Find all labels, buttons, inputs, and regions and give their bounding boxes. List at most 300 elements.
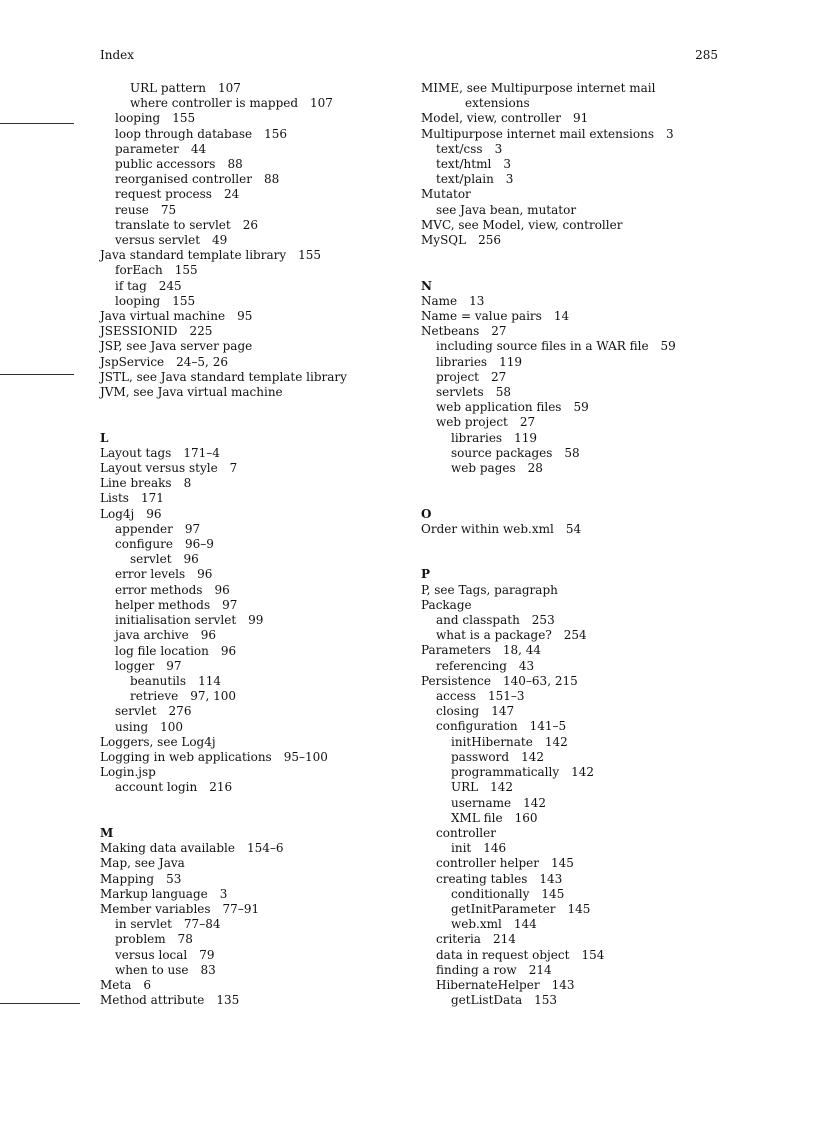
- index-term: Package: [421, 597, 472, 612]
- index-term: Netbeans: [421, 324, 480, 339]
- index-pages: 3: [666, 126, 674, 141]
- index-entry: [421, 111, 721, 126]
- index-term: libraries: [451, 430, 503, 445]
- index-entry: [421, 841, 721, 856]
- index-term: looping: [115, 111, 161, 126]
- index-term: creating tables: [436, 871, 528, 886]
- index-entry: [100, 872, 400, 887]
- index-pages: 151–3: [488, 689, 525, 704]
- index-entry: [100, 233, 400, 248]
- index-entry: [421, 917, 721, 932]
- index-entry: [421, 643, 721, 658]
- section-letter: P: [421, 567, 431, 582]
- index-entry: [421, 309, 721, 324]
- index-pages: 146: [483, 841, 507, 856]
- index-pages: 153: [534, 993, 558, 1008]
- index-entry: [100, 917, 400, 932]
- section-letter: M: [100, 825, 114, 840]
- index-pages: 225: [189, 324, 213, 339]
- index-entry: [421, 887, 721, 902]
- index-entry: [100, 142, 400, 157]
- index-entry: [100, 659, 400, 674]
- index-pages: 27: [491, 369, 507, 384]
- index-term: MVC, see Model, view, controller: [421, 217, 623, 232]
- index-entry: [100, 735, 400, 750]
- index-term: username: [451, 795, 512, 810]
- index-entry: [100, 552, 400, 567]
- index-term: Mapping: [100, 871, 155, 886]
- index-entry: [100, 218, 400, 233]
- index-pages: 155: [174, 263, 198, 278]
- index-term: appender: [115, 521, 173, 536]
- index-pages: 143: [551, 977, 575, 992]
- index-entry: [100, 963, 400, 978]
- index-pages: 147: [491, 704, 515, 719]
- index-entry: [100, 491, 400, 506]
- index-term: using: [115, 719, 149, 734]
- index-term: request process: [115, 187, 212, 202]
- index-term: reorganised controller: [115, 172, 252, 187]
- index-pages: 96: [200, 628, 216, 643]
- index-term: web application files: [436, 400, 562, 415]
- index-term: JSTL, see Java standard template library: [100, 369, 347, 384]
- index-term: URL: [451, 780, 479, 795]
- index-pages: 59: [660, 339, 676, 354]
- index-term: log file location: [115, 643, 209, 658]
- index-entry: [421, 583, 721, 598]
- index-entry: [100, 644, 400, 659]
- index-entry: [100, 902, 400, 917]
- index-entry: [421, 415, 721, 430]
- index-term: Markup language: [100, 886, 208, 901]
- index-entry: [421, 659, 721, 674]
- index-pages: 97: [184, 521, 201, 536]
- index-pages: 79: [199, 947, 215, 962]
- index-term: versus servlet: [115, 233, 201, 248]
- index-pages: 7: [229, 461, 238, 476]
- index-entry: [100, 248, 400, 263]
- index-pages: 96: [214, 582, 230, 597]
- index-term: Java standard template library: [100, 248, 287, 263]
- index-term: text/plain: [436, 172, 494, 187]
- index-pages: 171: [140, 491, 164, 506]
- index-pages: 135: [216, 993, 240, 1008]
- index-term: Making data available: [100, 841, 235, 856]
- index-term: error methods: [115, 582, 203, 597]
- index-term: reuse: [115, 202, 149, 217]
- index-term: MySQL: [421, 233, 467, 248]
- index-term: HibernateHelper: [436, 977, 540, 992]
- index-pages: 27: [519, 415, 536, 430]
- index-term: JspService: [100, 354, 165, 369]
- index-entry: [421, 233, 721, 248]
- index-term: Member variables: [100, 901, 211, 916]
- index-entry: [100, 324, 400, 339]
- index-entry: [421, 157, 721, 172]
- index-pages: 254: [563, 628, 587, 643]
- index-term: Meta: [100, 977, 132, 992]
- index-pages: 145: [541, 886, 565, 901]
- index-column-right: [421, 81, 721, 1008]
- index-term: parameter: [115, 141, 179, 156]
- index-pages: 97: [166, 658, 182, 673]
- index-term: Loggers, see Log4j: [100, 734, 216, 749]
- index-pages: 3: [505, 172, 514, 187]
- index-term: web pages: [451, 461, 516, 476]
- index-term: beanutils: [130, 673, 187, 688]
- index-entry: [421, 172, 721, 187]
- index-entry: [100, 522, 400, 537]
- index-pages: 44: [190, 141, 207, 156]
- index-entry: [421, 324, 721, 339]
- index-entry: [100, 537, 400, 552]
- index-pages: 3: [494, 141, 503, 156]
- index-term: looping: [115, 293, 161, 308]
- index-term: versus local: [115, 947, 188, 962]
- index-entry: [100, 370, 400, 385]
- index-term: initialisation servlet: [115, 613, 237, 628]
- section-letter: O: [421, 506, 432, 521]
- section-gap: [421, 248, 721, 278]
- index-pages: 26: [242, 217, 259, 232]
- index-term: Order within web.xml: [421, 521, 554, 536]
- index-term: Line breaks: [100, 476, 172, 491]
- index-entry: [100, 978, 400, 993]
- index-entry: [100, 96, 400, 111]
- index-entry: [421, 735, 721, 750]
- index-term: Login.jsp: [100, 765, 156, 780]
- index-entry: [100, 111, 400, 126]
- index-term: MIME, see Multipurpose internet mail: [421, 81, 656, 95]
- index-term: source packages: [451, 445, 553, 460]
- index-entry: [421, 826, 721, 841]
- index-pages: 97: [222, 597, 238, 612]
- index-entry: [100, 339, 400, 354]
- index-entry: [421, 598, 721, 613]
- index-entry: [421, 446, 721, 461]
- index-pages: 154–6: [246, 841, 284, 856]
- index-term: Mutator: [421, 187, 471, 202]
- index-pages: 96: [183, 552, 199, 567]
- index-entry: [421, 294, 721, 309]
- index-term: closing: [436, 704, 480, 719]
- index-pages: 142: [571, 765, 595, 780]
- index-term: Layout versus style: [100, 461, 218, 476]
- index-pages: 100: [160, 719, 184, 734]
- index-entry: [100, 507, 400, 522]
- index-term: URL pattern: [130, 81, 206, 95]
- index-entry: [100, 993, 400, 1008]
- index-pages: 119: [499, 354, 522, 369]
- index-term: in servlet: [115, 917, 172, 932]
- index-entry: [100, 780, 400, 795]
- section-gap: [100, 796, 400, 826]
- index-pages: 142: [544, 734, 568, 749]
- index-pages: 43: [518, 658, 535, 673]
- index-entry: [421, 674, 721, 689]
- index-pages: 88: [227, 157, 243, 172]
- section-gap: [421, 537, 721, 567]
- index-entry: [421, 750, 721, 765]
- index-entry: [100, 279, 400, 294]
- index-pages: 107: [217, 81, 241, 95]
- index-pages: 78: [177, 932, 193, 947]
- index-entry: [100, 583, 400, 598]
- index-entry: [100, 841, 400, 856]
- index-entry: [421, 400, 721, 415]
- index-term: programmatically: [451, 765, 560, 780]
- index-term: libraries: [436, 354, 488, 369]
- index-pages: 141–5: [529, 719, 567, 734]
- index-entry: [421, 203, 721, 218]
- index-term: public accessors: [115, 157, 216, 172]
- index-term: getInitParameter: [451, 901, 556, 916]
- index-term: retrieve: [130, 689, 179, 704]
- index-entry: [421, 431, 721, 446]
- index-term: helper methods: [115, 597, 211, 612]
- index-column-left: [100, 81, 400, 1008]
- section-gap: [100, 400, 400, 430]
- index-term: finding a row: [436, 962, 517, 977]
- index-pages: 58: [564, 445, 580, 460]
- index-entry: [100, 446, 400, 461]
- index-entry: [100, 689, 400, 704]
- index-term: account login: [115, 780, 198, 795]
- index-term: getListData: [451, 993, 523, 1008]
- index-term: conditionally: [451, 886, 530, 901]
- index-term: forEach: [115, 263, 163, 278]
- index-entry: [100, 765, 400, 780]
- index-term: text/html: [436, 157, 492, 172]
- index-term: criteria: [436, 932, 481, 947]
- index-pages: 245: [158, 278, 182, 293]
- index-pages: 59: [573, 400, 589, 415]
- index-term: Layout tags: [100, 445, 172, 460]
- index-entry: [100, 203, 400, 218]
- index-entry: [421, 902, 721, 917]
- index-term: where controller is mapped: [130, 96, 299, 111]
- index-term: extensions: [465, 96, 530, 111]
- index-entry: [100, 385, 400, 400]
- index-pages: 142: [523, 795, 546, 810]
- index-pages: 49: [212, 233, 228, 248]
- section-letter: N: [421, 278, 432, 293]
- index-pages: 253: [531, 613, 555, 628]
- index-pages: 114: [198, 673, 221, 688]
- index-entry: [100, 704, 400, 719]
- index-pages: 107: [310, 96, 333, 111]
- index-entry: [421, 811, 721, 826]
- index-pages: 6: [143, 977, 152, 992]
- index-pages: 95–100: [283, 749, 328, 764]
- index-term: java archive: [115, 628, 189, 643]
- index-entry: [100, 263, 400, 278]
- index-entry: [421, 127, 721, 142]
- index-pages: 142: [490, 780, 514, 795]
- section-letter: L: [100, 430, 109, 445]
- index-term: XML file: [451, 810, 503, 825]
- index-pages: 143: [539, 871, 563, 886]
- index-pages: 214: [492, 932, 516, 947]
- index-pages: 256: [478, 233, 501, 248]
- index-entry: [421, 385, 721, 400]
- index-term: servlet: [130, 552, 172, 567]
- index-entry: [100, 628, 400, 643]
- index-pages: 3: [219, 886, 228, 901]
- index-pages: 145: [550, 856, 574, 871]
- index-entry: [421, 856, 721, 871]
- index-entry: [421, 461, 721, 476]
- index-term: Lists: [100, 491, 129, 506]
- index-term: when to use: [115, 962, 189, 977]
- index-pages: 3: [503, 157, 511, 172]
- running-head-title: Index: [100, 48, 135, 62]
- index-term: configuration: [436, 719, 518, 734]
- index-pages: 154: [581, 947, 605, 962]
- index-pages: 144: [513, 917, 537, 932]
- index-entry: [100, 674, 400, 689]
- index-term: problem: [115, 932, 166, 947]
- index-entry: [100, 157, 400, 172]
- index-term: servlet: [115, 704, 157, 719]
- index-entry: [421, 339, 721, 354]
- index-entry: [421, 704, 721, 719]
- index-entry: [421, 993, 721, 1008]
- index-pages: 13: [469, 293, 485, 308]
- margin-mark: [0, 374, 74, 375]
- index-entry: [100, 948, 400, 963]
- index-term: JSP, see Java server page: [100, 339, 253, 354]
- index-pages: 77–91: [222, 901, 260, 916]
- index-term: access: [436, 689, 477, 704]
- index-term: data in request object: [436, 947, 570, 962]
- index-entry: [421, 370, 721, 385]
- index-entry: [100, 476, 400, 491]
- index-term: including source files in a WAR file: [436, 339, 649, 354]
- index-term: what is a package?: [436, 628, 552, 643]
- index-entry: [100, 887, 400, 902]
- index-term: web project: [436, 415, 508, 430]
- index-pages: 53: [166, 871, 182, 886]
- index-pages: 18, 44: [502, 643, 542, 658]
- index-entry: [421, 719, 721, 734]
- index-term: controller helper: [436, 856, 539, 871]
- index-entry: [421, 765, 721, 780]
- index-term: Log4j: [100, 506, 135, 521]
- index-pages: 24: [223, 187, 240, 202]
- index-pages: 95: [237, 309, 253, 324]
- index-entry: [421, 142, 721, 157]
- index-term: and classpath: [436, 613, 520, 628]
- index-entry: [100, 81, 400, 96]
- index-term: configure: [115, 537, 173, 552]
- index-pages: 160: [514, 810, 538, 825]
- index-term: Model, view, controller: [421, 111, 561, 126]
- index-entry: [421, 613, 721, 628]
- index-entry: [421, 872, 721, 887]
- index-pages: 75: [160, 202, 177, 217]
- index-entry: [421, 932, 721, 947]
- index-term: text/css: [436, 141, 483, 156]
- index-term: logger: [115, 658, 155, 673]
- index-entry: [421, 796, 721, 811]
- index-entry: [421, 978, 721, 993]
- index-entry: [100, 750, 400, 765]
- index-term: P, see Tags, paragraph: [421, 582, 558, 597]
- index-entry: [421, 628, 721, 643]
- index-pages: 155: [298, 248, 322, 263]
- index-term: loop through database: [115, 126, 253, 141]
- index-entry: [421, 522, 721, 537]
- index-pages: 119: [514, 430, 537, 445]
- index-pages: 155: [172, 293, 196, 308]
- index-term: JSESSIONID: [100, 324, 178, 339]
- index-pages: 28: [527, 461, 543, 476]
- margin-mark: [0, 1003, 80, 1004]
- index-pages: 155: [172, 111, 196, 126]
- index-entry: [421, 948, 721, 963]
- index-entry: [100, 932, 400, 947]
- index-pages: 276: [168, 704, 192, 719]
- index-term: web.xml: [451, 917, 502, 932]
- index-pages: 77–84: [183, 917, 221, 932]
- index-pages: 171–4: [183, 445, 220, 460]
- index-entry: [100, 598, 400, 613]
- index-pages: 216: [209, 780, 233, 795]
- index-pages: 142: [521, 749, 544, 764]
- index-term: JVM, see Java virtual machine: [100, 385, 283, 400]
- index-pages: 24–5, 26: [176, 354, 228, 369]
- index-entry: [100, 309, 400, 324]
- index-term: if tag: [115, 278, 147, 293]
- index-pages: 88: [263, 172, 280, 187]
- index-entry: [100, 461, 400, 476]
- index-pages: 14: [553, 309, 570, 324]
- index-pages: 96: [146, 506, 162, 521]
- index-term: password: [451, 749, 510, 764]
- index-pages: 97, 100: [190, 689, 237, 704]
- index-term: Name = value pairs: [421, 309, 542, 324]
- index-term: translate to servlet: [115, 217, 231, 232]
- index-term: Name: [421, 293, 458, 308]
- index-entry: [100, 172, 400, 187]
- index-entry: [421, 187, 721, 202]
- margin-mark: [0, 123, 74, 124]
- index-entry: [100, 567, 400, 582]
- index-pages: 214: [528, 962, 552, 977]
- index-pages: 54: [565, 521, 582, 536]
- index-term: referencing: [436, 658, 507, 673]
- index-entry: [421, 355, 721, 370]
- index-term: Java virtual machine: [100, 309, 226, 324]
- index-entry: [100, 294, 400, 309]
- section-gap: [421, 476, 721, 506]
- index-term: servlets: [436, 385, 484, 400]
- index-term: project: [436, 369, 480, 384]
- index-pages: 140–63, 215: [503, 673, 578, 688]
- index-pages: 156: [264, 126, 288, 141]
- index-entry: [421, 218, 721, 233]
- index-entry: [421, 780, 721, 795]
- index-entry: [100, 127, 400, 142]
- index-entry: [100, 613, 400, 628]
- index-term: Map, see Java: [100, 856, 185, 871]
- index-pages: 58: [495, 385, 511, 400]
- index-term: see Java bean, mutator: [436, 202, 577, 217]
- index-pages: 96: [220, 643, 237, 658]
- index-entry: [100, 187, 400, 202]
- index-entry: [100, 856, 400, 871]
